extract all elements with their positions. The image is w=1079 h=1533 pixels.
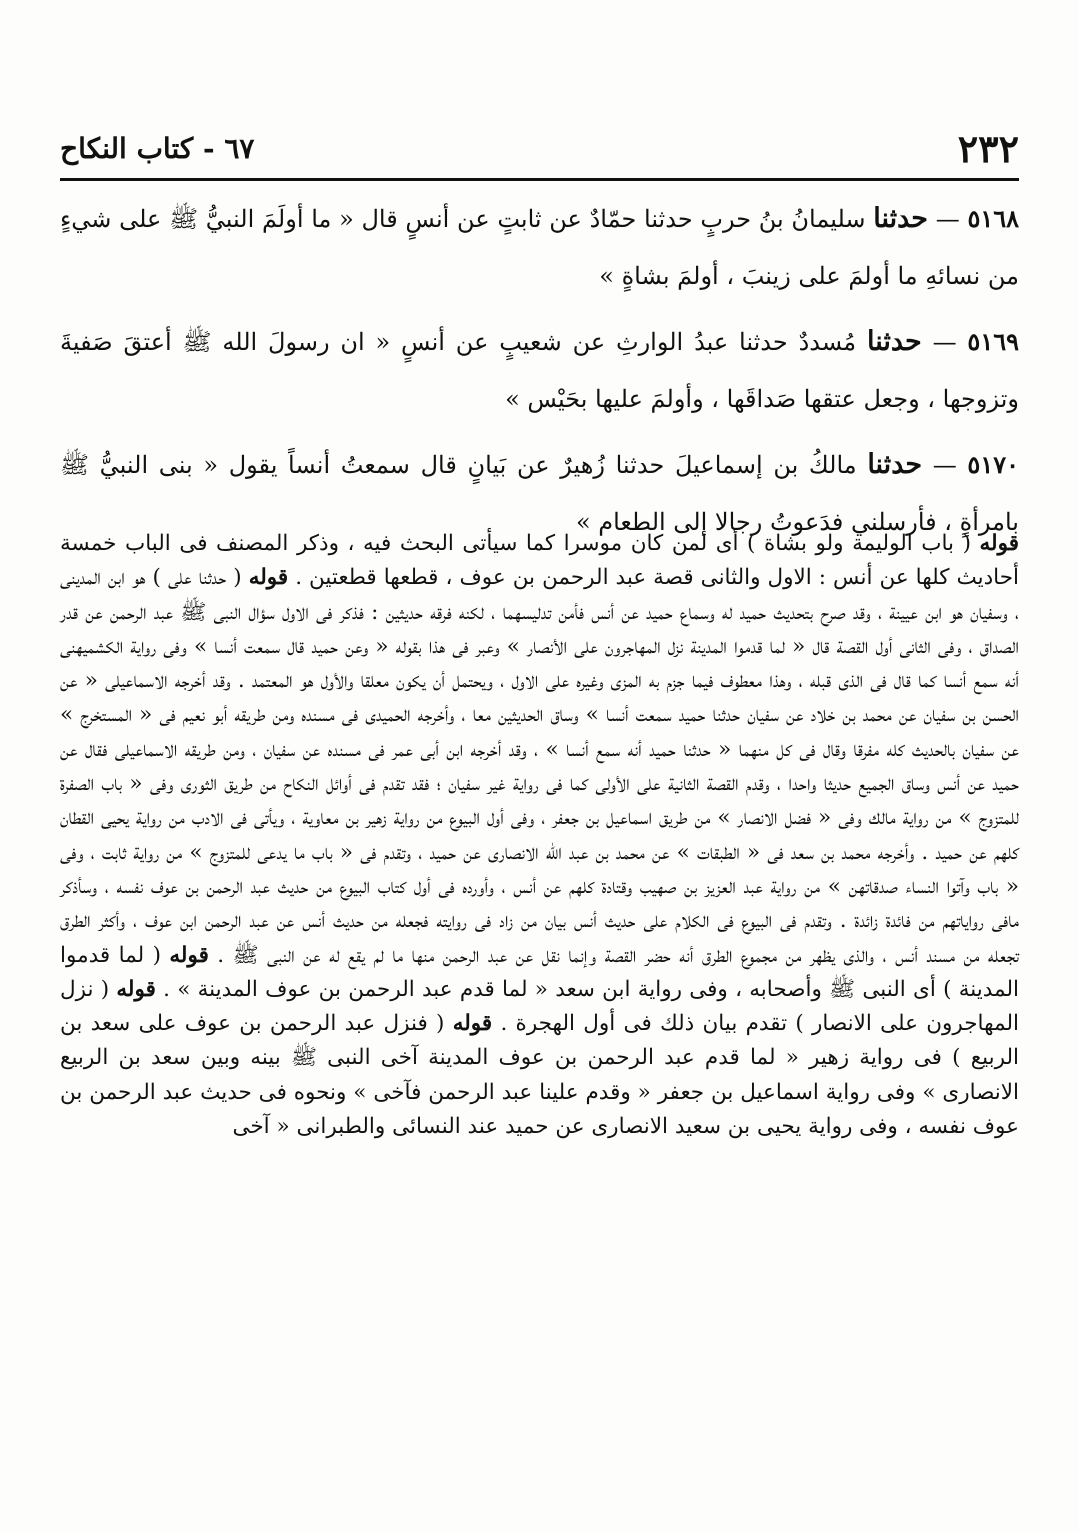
hadith-5168: ٥١٦٨ — حدثنا سليمانُ بنُ حربٍ حدثنا حمّادٌ عن ثابتٍ عن أنسٍ قال « ما أولَمَ النبيُّ ﷺ على شيءٍ من نسائهِ ما أولمَ على زينبَ ، أولمَ بشاةٍ »: [60, 203, 1020, 290]
hadith-text: سليمانُ بنُ حربٍ حدثنا حمّادٌ عن ثابتٍ عن أنسٍ قال « ما أولَمَ النبيُّ ﷺ على شيءٍ من نسائهِ ما أولمَ على زينبَ ، أولمَ بشاةٍ »: [60, 205, 1019, 290]
hadith-number: ٥١٧٠: [967, 450, 1019, 479]
hadith-text: مالكُ بن إسماعيلَ حدثنا زُهيرٌ عن بَيانٍ قال سمعتُ أنساً يقول « بنى النبيُّ ﷺ بامرأةٍ ، فأرسلني فدَعوتُ رجالا إلى الطعام »: [60, 451, 1019, 536]
commentary-keyword: قوله: [169, 942, 209, 968]
commentary-text: ( لما قدموا المدينة ) أى النبى ﷺ وأصحابه ، وفى رواية ابن سعد « لما قدم عبد الرحمن بن عوف المدينة » .: [60, 942, 1019, 1002]
hadith-text: مُسددٌ حدثنا عبدُ الوارثِ عن شعيبٍ عن أنسٍ « ان رسولَ الله ﷺ أعتقَ صَفيةَ وتزوجها ، وجعل عتقها صَداقَها ، وأولمَ عليها بحَيْس »: [60, 328, 1019, 413]
commentary-keyword: قوله: [979, 531, 1019, 556]
hadith-number: ٥١٦٩: [967, 327, 1019, 356]
page-header: [60, 118, 1019, 180]
hadith-keyword: حدثنا: [867, 449, 923, 480]
hadith-section: [60, 190, 1019, 559]
hadith-keyword: حدثنا: [866, 326, 922, 357]
hadith-number: ٥١٦٨: [967, 204, 1020, 233]
commentary-text: ( باب الوليمة ولو بشاة ) أى لمن كان موسرا كما سيأتى البحث فيه ، وذكر المصنف فى الباب خمسة أحاديث كلها عن أنس : الاول والثانى قصة عبد الرحمن بن عوف ، قطعها قطعتين .: [60, 531, 1019, 591]
commentary-keyword: قوله: [116, 976, 156, 1002]
commentary-keyword: قوله: [452, 1011, 493, 1037]
header-divider: [60, 178, 1019, 181]
hadith-5169: ٥١٦٩ — حدثنا مُسددٌ حدثنا عبدُ الوارثِ عن شعيبٍ عن أنسٍ « ان رسولَ الله ﷺ أعتقَ صَفيةَ وتزوجها ، وجعل عتقها صَداقَها ، وأولمَ عليها بحَيْس »: [60, 326, 1019, 413]
commentary-text: ( حدثنا على ) هو ابن المدينى ، وسفيان هو ابن عيينة ، وقد صرح بتحديث حميد له وسماع حميد عن أنس فأمن تدليسهما ، لكنه فرقه حديثين : فذكر فى الاول سؤال النبى ﷺ عبد الرحمن عن قدر الصداق ، وفى الثانى أول القصة قال « لما قدموا المدينة نزل المهاجرون على الأنصار » وعبر فى هذا بقوله « وعن حميد قال سمعت أنسا » وفى رواية الكشميهنى أنه سمع أنسا كما قال فى الذى قبله ، وهذا معطوف فيما جزم به المزى وغيره على الاول ، ويحتمل أن يكون معلقا والأول هو المعتمد . وقد أخرجه الاسماعيلى « عن الحسن بن سفيان عن محمد بن خلاد عن سفيان حدثنا حميد سمعت أنسا » وساق الحديثين معا ، وأخرجه الحميدى فى مسنده ومن طريقه أبو نعيم فى « المستخرج » عن سفيان بالحديث كله مفرقا وقال فى كل منهما « حدثنا حميد أنه سمع أنسا » ، وقد أخرجه ابن أبى عمر فى مسنده عن سفيان ، ومن طريقه الاسماعيلى فقال عن حميد عن أنس وساق الجميع حديثا واحدا ، وقدم القصة الثانية على الأولى كما فى رواية غير سفيان ؛ فقد تقدم فى أوائل النكاح من طريق الثورى وفى « باب الصفرة للمتزوج » من رواية مالك وفى « فضل الانصار » من طريق اسماعيل بن جعفر ، وفى أول البيوع من رواية زهير بن معاوية ، ويأتى فى الادب من رواية يحيى القطان كلهم عن حميد . وأخرجه محمد بن سعد فى « الطبقات » عن محمد بن عبد الله الانصارى عن حميد ، وتقدم فى « باب ما يدعى للمتزوج » من رواية ثابت ، وفى « باب وآتوا النساء صدقاتهن » من رواية عبد العزيز بن صهيب وقتادة كلهم عن أنس ، وأورده فى أول كتاب البيوع من حديث عبد الرحمن بن عوف نفسه ، وسأذكر مافى رواياتهم من فائدة زائدة . وتقدم فى البيوع فى الكلام على حديث أنس بيان من زاد فى روايته فجعله من حديث أنس عن عبد الرحمن ابن عوف ، وأكثر الطرق تجعله من مسند أنس ، والذى يظهر من مجموع الطرق أنه حضر القصة وإنما نقل عن عبد الرحمن منها ما لم يقع له عن النبى ﷺ .: [60, 565, 1019, 968]
hadith-5170: ٥١٧٠ — حدثنا مالكُ بن إسماعيلَ حدثنا زُهيرٌ عن بَيانٍ قال سمعتُ أنساً يقول « بنى النبيُّ ﷺ بامرأةٍ ، فأرسلني فدَعوتُ رجالا إلى الطعام »: [60, 449, 1019, 536]
commentary-keyword: قوله: [248, 565, 289, 591]
page-number: ٢٣٢: [957, 126, 1019, 171]
running-title: ٦٧ - كتاب النكاح: [60, 132, 255, 165]
commentary-text: ( نزل المهاجرون على الانصار ) تقدم بيان ذلك فى أول الهجرة .: [60, 976, 1019, 1037]
commentary-text: ( فنزل عبد الرحمن بن عوف على سعد بن الربيع ) فى رواية زهير « لما قدم عبد الرحمن بن عوف المدينة آخى النبى ﷺ بينه وبين سعد بن الربيع الانصارى » وفى رواية اسماعيل بن جعفر « وقدم علينا عبد الرحمن فآخى » ونحوه فى حديث عبد الرحمن بن عوف نفسه ، وفى رواية يحيى بن سعيد الانصارى عن حميد عند النسائى والطبرانى « آخى: [60, 1011, 1019, 1140]
hadith-keyword: حدثنا: [873, 203, 929, 234]
commentary-section: [60, 527, 1019, 1144]
